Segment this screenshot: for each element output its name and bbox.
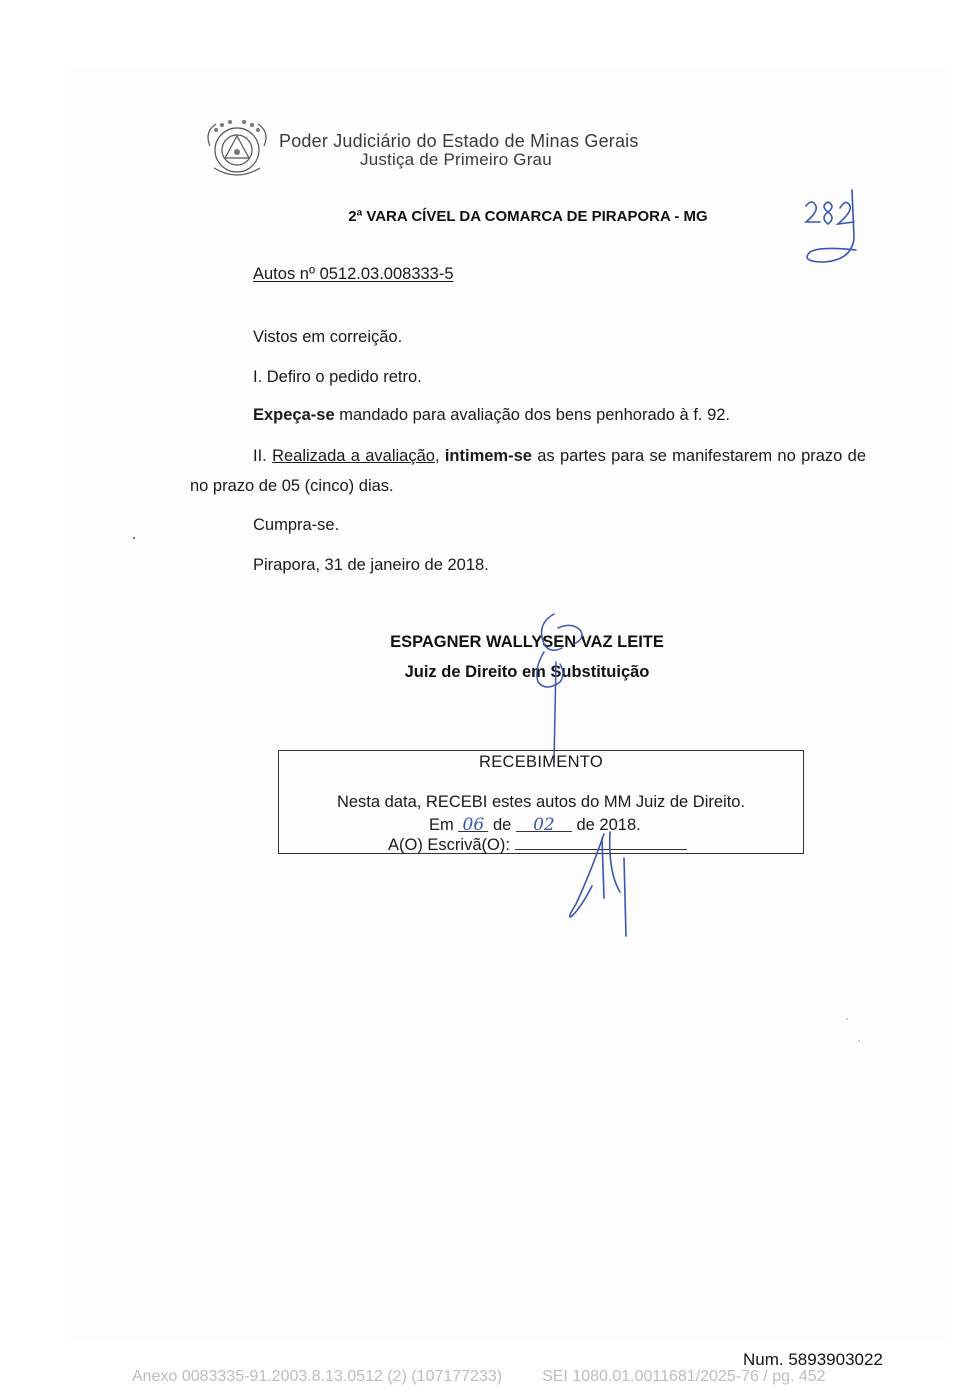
order-item-1-writ xyxy=(253,403,730,427)
scan-speck xyxy=(858,1040,860,1042)
coat-of-arms-seal-icon xyxy=(200,116,274,182)
place-and-date: Pirapora, 31 de janeiro de 2018. xyxy=(253,556,489,574)
judge-signature xyxy=(510,612,600,772)
court-instance: Justiça de Primeiro Grau xyxy=(360,150,552,169)
order-closing: Cumpra-se. xyxy=(253,516,340,534)
order-item-2 xyxy=(190,441,866,501)
court-division-heading: 2ª VARA CÍVEL DA COMARCA DE PIRAPORA - MG xyxy=(348,208,708,225)
receipt-statement: Nesta data, RECEBI estes autos do MM Juiz de Direito. xyxy=(336,793,746,811)
expeca-keyword: Expeça-se xyxy=(253,406,335,424)
order-opening: Vistos em correição. xyxy=(253,328,403,346)
receipt-month-value: 02 xyxy=(533,815,555,835)
receipt-clerk-label: A(O) Escrivã(O): xyxy=(388,836,510,854)
judge-role: Juiz de Direito em Substituição xyxy=(404,663,650,681)
receipt-em-label: Em xyxy=(429,816,454,834)
item2-underlined: Realizada a avaliação xyxy=(272,447,435,465)
order-item-1: I. Defiro o pedido retro. xyxy=(253,368,422,386)
footer-sei: SEI 1080.01.0011681/2025-76 / pg. 452 xyxy=(542,1368,826,1385)
receipt-year-label: de 2018. xyxy=(576,816,641,834)
item2-prefix: II. xyxy=(253,447,273,465)
item2-comma: , xyxy=(434,447,445,465)
receipt-clerk-line xyxy=(388,835,687,855)
handwritten-folio-number xyxy=(798,186,870,276)
footer-anexo: Anexo 0083335-91.2003.8.13.0512 (2) (107177233) xyxy=(132,1368,503,1385)
scan-speck xyxy=(846,1018,848,1020)
receipt-day-value: 06 xyxy=(462,815,485,835)
receipt-de-label: de xyxy=(492,816,512,834)
document-number: Num. 5893903022 xyxy=(743,1350,883,1369)
case-number: Autos nº 0512.03.008333-5 xyxy=(253,265,454,283)
clerk-signature xyxy=(560,828,640,938)
scan-speck xyxy=(133,537,135,539)
item2-keyword: intimem-se xyxy=(444,447,532,465)
expeca-text: mandado para avaliação dos bens penhorado à f. 92. xyxy=(334,406,731,424)
judge-name: ESPAGNER WALLYSEN VAZ LEITE xyxy=(390,633,664,651)
receipt-day-field xyxy=(458,815,488,835)
receipt-title: RECEBIMENTO xyxy=(478,753,603,771)
item2-text: as partes para se manifestarem no prazo de no prazo de 05 (cinco) dias. xyxy=(190,447,866,495)
court-name: Poder Judiciário do Estado de Minas Gerais xyxy=(279,131,639,151)
footer-reference xyxy=(132,1368,826,1386)
